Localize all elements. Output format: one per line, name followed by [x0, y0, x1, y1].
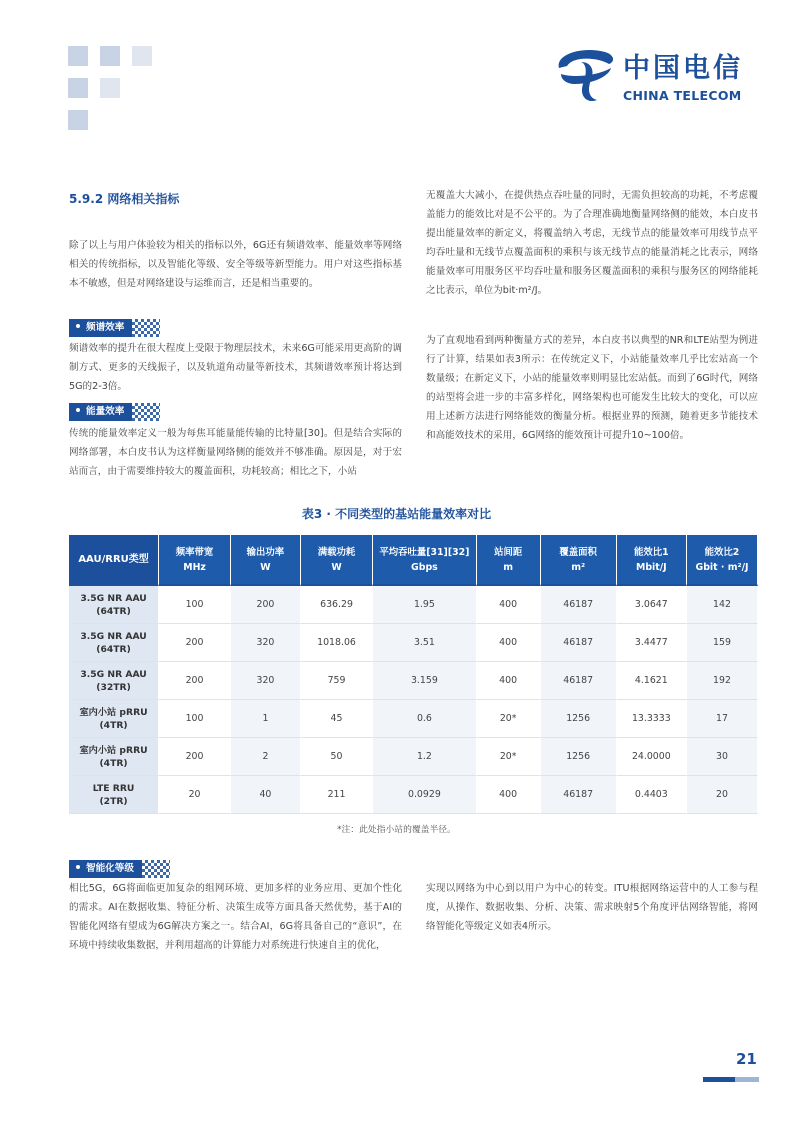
header-unit: MHz	[183, 561, 206, 573]
column-header	[159, 535, 231, 586]
table-cell: 20*	[477, 738, 541, 776]
header-unit: W	[260, 561, 271, 573]
header-unit: m	[503, 561, 514, 573]
table-cell: 100	[159, 700, 231, 738]
header-label: 能效比1	[634, 546, 669, 558]
plus-mark-icon	[132, 46, 152, 66]
table-cell: 17	[687, 700, 758, 738]
header-unit: W	[331, 561, 342, 573]
row-header-cell	[69, 586, 159, 624]
row-header-line: (4TR)	[99, 719, 128, 731]
table-row	[69, 662, 758, 700]
table-cell: 2	[231, 738, 301, 776]
table-cell: 13.3333	[617, 700, 687, 738]
header-label: 满载功耗	[317, 546, 356, 558]
table-note: *注：此处指小站的覆盖半径。	[337, 825, 456, 835]
energy-efficiency-table	[69, 535, 758, 814]
row-header-line: (2TR)	[99, 795, 128, 807]
intelligence-paragraph-right: 实现以网络为中心到以用户为中心的转变。ITU根据网络运营中的人工参与程度，从操作、数据收集、分析、决策、需求映射5个角度评估网络智能，将网络智能化等级定义如表4所示。	[426, 883, 758, 932]
checker-pattern-icon	[132, 319, 160, 337]
plus-mark-icon	[100, 78, 120, 98]
brand-name-cn: 中国电信	[623, 53, 743, 84]
table-cell: 4.1621	[617, 662, 687, 700]
row-header-cell	[69, 776, 159, 814]
brand-name-en: CHINA TELECOM	[623, 88, 742, 103]
header-unit: Gbps	[411, 561, 438, 573]
header-label: 平均吞吐量[31][32]	[379, 546, 470, 558]
table-row	[69, 738, 758, 776]
column-header	[541, 535, 617, 586]
table-cell: 20*	[477, 700, 541, 738]
column-header	[69, 535, 159, 586]
table-cell: 400	[477, 776, 541, 814]
bullet-dot-icon	[76, 865, 80, 869]
header-label: 频率带宽	[175, 546, 214, 558]
row-header-line: LTE RRU	[92, 782, 135, 794]
spectrum-efficiency-tag	[69, 319, 160, 337]
tag-label: 频谱效率	[86, 322, 125, 333]
table-title: 表3 · 不同类型的基站能量效率对比	[301, 507, 492, 521]
table-cell: 1.2	[373, 738, 476, 776]
column-header	[373, 535, 476, 586]
row-header-line: 3.5G NR AAU	[80, 592, 147, 604]
table-cell: 200	[159, 662, 231, 700]
energy-efficiency-tag	[69, 403, 160, 421]
table-cell: 46187	[541, 776, 617, 814]
table-cell: 320	[231, 662, 301, 700]
table-cell: 100	[159, 586, 231, 624]
spectrum-paragraph: 频谱效率的提升在很大程度上受限于物理层技术，未来6G可能采用更高阶的调制方式、更多的天线振子，以及轨道角动量等新技术，其频谱效率预计将达到5G的2-3倍。	[69, 343, 402, 392]
table-cell: 211	[301, 776, 373, 814]
section-title: 5.9.2 网络相关指标	[69, 192, 180, 206]
row-header-line: (4TR)	[99, 757, 128, 769]
table-cell: 759	[301, 662, 373, 700]
energy-paragraph: 传统的能量效率定义一般为每焦耳能量能传输的比特量[30]。但是结合实际的网络部署，本白皮书认为这样衡量网络侧的能效并不够准确。原因是，对于宏站而言，由于需要维持较大的覆盖面积，功耗较高；相比之下，小站	[69, 428, 402, 477]
row-header-line: (64TR)	[96, 605, 131, 617]
table-row	[69, 624, 758, 662]
header-label: 输出功率	[246, 546, 285, 558]
column-header	[687, 535, 758, 586]
table-cell: 30	[687, 738, 758, 776]
header-unit: Mbit/J	[636, 561, 667, 573]
table-cell: 20	[687, 776, 758, 814]
row-header-cell	[69, 662, 159, 700]
table-cell: 24.0000	[617, 738, 687, 776]
china-telecom-emblem-icon	[553, 44, 619, 106]
table-cell: 1256	[541, 738, 617, 776]
checker-pattern-icon	[132, 403, 160, 421]
table-cell: 50	[301, 738, 373, 776]
table-cell: 159	[687, 624, 758, 662]
header-label: 站间距	[494, 546, 523, 558]
header-label: AAU/RRU类型	[78, 554, 149, 565]
tag-label: 智能化等级	[86, 863, 134, 874]
row-header-cell	[69, 700, 159, 738]
header-label: 覆盖面积	[559, 546, 597, 558]
column-header	[477, 535, 541, 586]
row-header-line: 3.5G NR AAU	[80, 630, 147, 642]
table-cell: 46187	[541, 624, 617, 662]
table-cell: 192	[687, 662, 758, 700]
plus-mark-icon	[68, 78, 88, 98]
footer-bar-light	[735, 1077, 759, 1082]
header-unit: m²	[571, 561, 586, 573]
column-header	[301, 535, 373, 586]
table-cell: 200	[159, 624, 231, 662]
table-row	[69, 586, 758, 624]
row-header-line: 室内小站 pRRU	[79, 706, 148, 718]
intelligence-paragraph-left: 相比5G，6G将面临更加复杂的组网环境、更加多样的业务应用、更加个性化的需求。AI在数据收集、特征分析、决策生成等方面具备天然优势，基于AI的智能化网络有望成为6G解决方案之一。结合AI，6G将具备自己的“意识”，在环境中持续收集数据，并利用超高的计算能力对系统进行快速自主的优化，	[69, 883, 402, 951]
table-cell: 400	[477, 662, 541, 700]
table-body	[69, 586, 758, 814]
table-cell: 1256	[541, 700, 617, 738]
table-row	[69, 700, 758, 738]
table-header-row	[69, 535, 758, 586]
row-header-line: 3.5G NR AAU	[80, 668, 147, 680]
table-cell: 1	[231, 700, 301, 738]
table-row	[69, 776, 758, 814]
table-cell: 3.51	[373, 624, 476, 662]
row-header-cell	[69, 624, 159, 662]
header-unit: Gbit · m²/J	[695, 561, 749, 573]
plus-mark-icon	[100, 46, 120, 66]
right-column-paragraph-1: 无覆盖大大减小，在提供热点吞吐量的同时，无需负担较高的功耗，不考虑覆盖能力的能效比对是不公平的。为了合理准确地衡量网络侧的能效，本白皮书提出能量效率的新定义，将覆盖纳入考虑，无线节点的能量效率可用线节点平均吞吐量和无线节点覆盖面积的乘积与该无线节点的能量消耗之比表示，网络能量效率可用服务区平均吞吐量和服务区覆盖面积的乘积与服务区的网络能耗之比表示，单位为bit·m²/J。	[426, 190, 758, 296]
table-cell: 0.4403	[617, 776, 687, 814]
table-cell: 46187	[541, 586, 617, 624]
table-cell: 320	[231, 624, 301, 662]
plus-mark-icon	[68, 46, 88, 66]
row-header-line: 室内小站 pRRU	[79, 744, 148, 756]
table-cell: 3.0647	[617, 586, 687, 624]
bullet-dot-icon	[76, 408, 80, 412]
column-header	[617, 535, 687, 586]
table-cell: 3.4477	[617, 624, 687, 662]
table-cell: 200	[231, 586, 301, 624]
table-cell: 40	[231, 776, 301, 814]
table-cell: 200	[159, 738, 231, 776]
footer-bar-dark	[703, 1077, 735, 1082]
table-cell: 1018.06	[301, 624, 373, 662]
table-cell: 636.29	[301, 586, 373, 624]
row-header-line: (64TR)	[96, 643, 131, 655]
page-number: 21	[736, 1050, 757, 1068]
table-cell: 0.0929	[373, 776, 476, 814]
table-cell: 400	[477, 586, 541, 624]
table-cell: 46187	[541, 662, 617, 700]
right-column-paragraph-2: 为了直观地看到两种衡量方式的差异，本白皮书以典型的NR和LTE站型为例进行了计算，结果如表3所示：在传统定义下，小站能量效率几乎比宏站高一个数量级；在新定义下，小站的能量效率则明显比宏站低。而到了6G时代，网络的站型将会进一步的丰富多样化，网络架构也可能发生比较大的变化，可以应用上述新方法进行网络能效的衡量分析。根据业界的预测，随着更多节能技术和高能效技术的采用，6G网络的能效预计可提升10~100倍。	[426, 335, 758, 441]
header-label: 能效比2	[704, 546, 740, 558]
table-cell: 20	[159, 776, 231, 814]
row-header-line: (32TR)	[96, 681, 131, 693]
table-cell: 3.159	[373, 662, 476, 700]
bullet-dot-icon	[76, 324, 80, 328]
brand-logo	[553, 44, 763, 106]
table-cell: 45	[301, 700, 373, 738]
intro-paragraph: 除了以上与用户体验较为相关的指标以外，6G还有频谱效率、能量效率等网络相关的传统指标，以及智能化等级、安全等级等新型能力。用户对这些指标基本不敏感，但是对网络建设与运维而言，还是相当重要的。	[69, 240, 402, 289]
tag-label: 能量效率	[86, 406, 125, 417]
column-header	[231, 535, 301, 586]
plus-mark-icon	[68, 110, 88, 130]
intelligence-level-tag	[69, 860, 170, 878]
table-cell: 142	[687, 586, 758, 624]
checker-pattern-icon	[142, 860, 170, 878]
table-cell: 400	[477, 624, 541, 662]
table-cell: 0.6	[373, 700, 476, 738]
table-cell: 1.95	[373, 586, 476, 624]
row-header-cell	[69, 738, 159, 776]
